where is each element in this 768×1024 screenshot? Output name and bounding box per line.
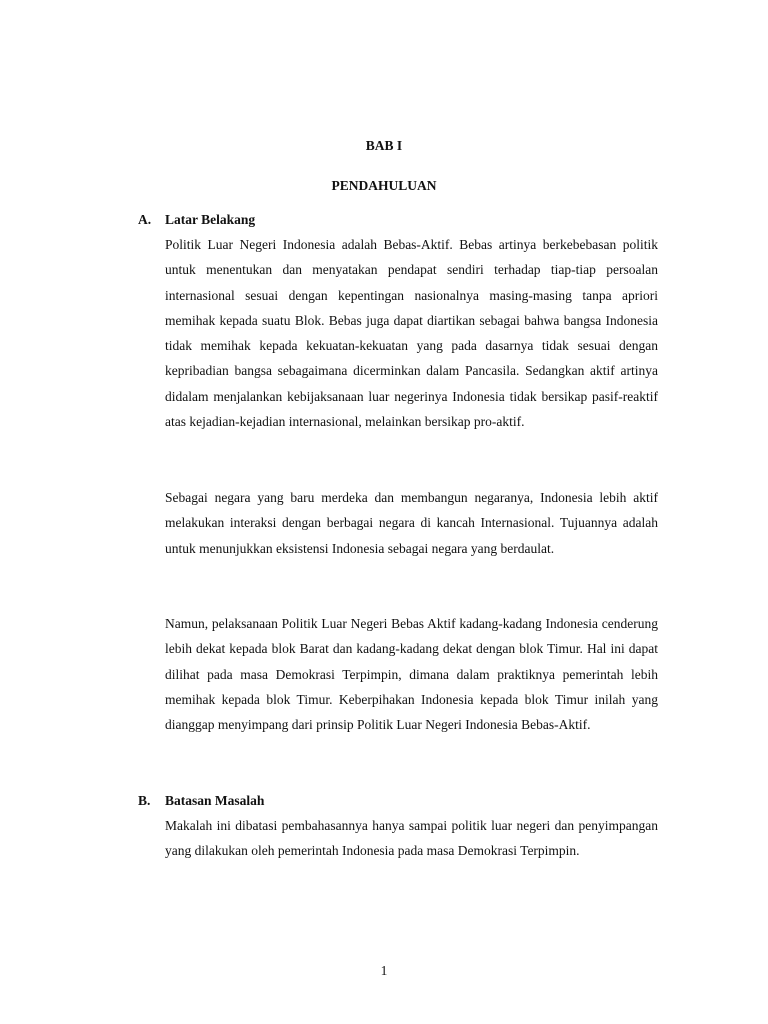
section-a-letter: A.: [138, 212, 152, 227]
section-a-paragraph-2: Sebagai negara yang baru merdeka dan membangun negaranya, Indonesia lebih aktif melakukan interaksi dengan berbagai negara di kancah Internasional. Tujuannya adalah untuk menunjukkan eksistensi Indonesia sebagai negara yang berdaulat.: [165, 490, 658, 556]
section-b-paragraph-1: Makalah ini dibatasi pembahasannya hanya sampai politik luar negeri dan penyimpangan yang dilakukan oleh pemerintah Indonesia pada masa Demokrasi Terpimpin.: [165, 818, 658, 859]
section-a-heading: [138, 212, 255, 228]
chapter-title: PENDAHULUAN: [331, 178, 437, 193]
section-a-paragraph-1: Politik Luar Negeri Indonesia adalah Bebas-Aktif. Bebas artinya berkebebasan politik untuk menentukan dan menyatakan pendapat sendiri terhadap tiap-tiap persoalan internasional sesuai dengan kepentingan nasionalnya masing-masing tanpa apriori memihak kepada suatu Blok. Bebas juga dapat diartikan sebagai bahwa bangsa Indonesia tidak memihak kepada kekuatan-kekuatan yang pada dasarnya tidak sesuai dengan kepribadian bangsa sebagaimana dicerminkan dalam Pancasila. Sedangkan aktif artinya didalam menjalankan kebijaksanaan luar negerinya Indonesia tidak bersikap pasif-reaktif atas kejadian-kejadian internasional, melainkan bersikap pro-aktif.: [165, 237, 658, 430]
section-b-letter: B.: [138, 793, 151, 808]
chapter-number: BAB I: [365, 138, 403, 153]
section-a-paragraph-3: Namun, pelaksanaan Politik Luar Negeri Bebas Aktif kadang-kadang Indonesia cenderung lebih dekat kepada blok Barat dan kadang-kadang dekat dengan blok Timur. Hal ini dapat dilihat pada masa Demokrasi Terpimpin, dimana dalam praktiknya pemerintah lebih memihak kepada blok Timur. Keberpihakan Indonesia kepada blok Timur inilah yang dianggap menyimpang dari prinsip Politik Luar Negeri Indonesia Bebas-Aktif.: [165, 616, 658, 733]
section-b-title: Batasan Masalah: [165, 793, 265, 808]
section-b-heading: [138, 793, 264, 809]
section-a-title: Latar Belakang: [165, 212, 256, 227]
page-number: 1: [380, 963, 388, 978]
